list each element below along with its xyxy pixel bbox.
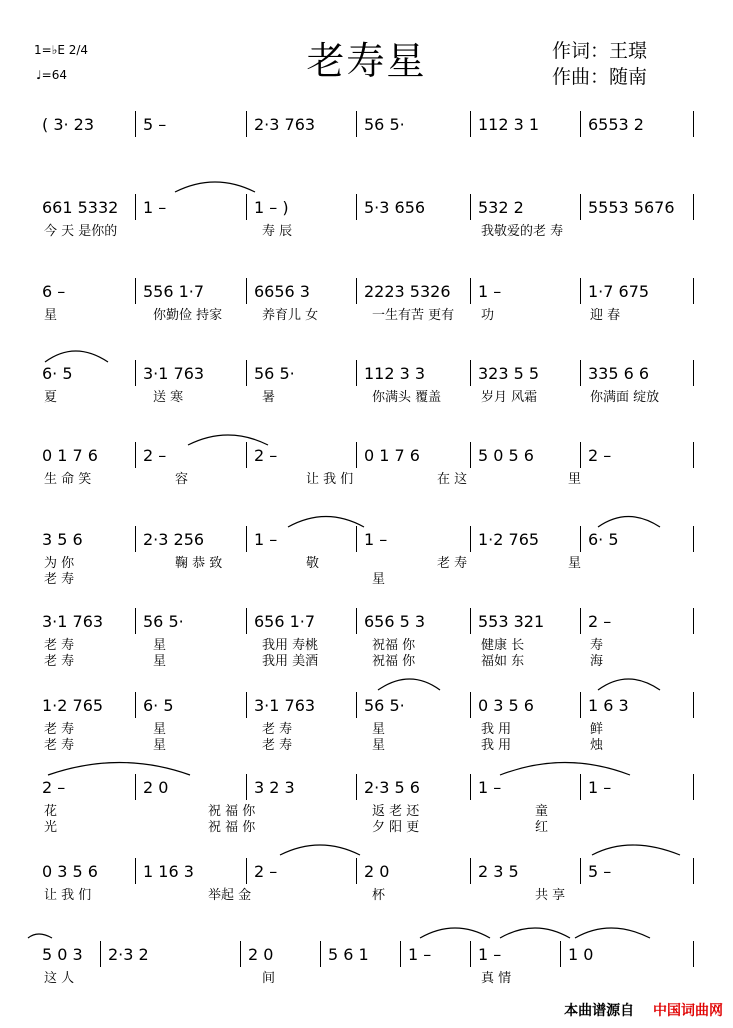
measure-notes: 1 – — [478, 945, 502, 964]
measure-notes: 1 16 3 — [143, 862, 194, 881]
barline — [580, 360, 581, 386]
barline — [470, 442, 471, 468]
lyric-text: 返 老 还 — [372, 804, 420, 819]
measure-notes: 323 5 5 — [478, 364, 540, 383]
lyric-text: 功 — [481, 308, 495, 323]
barline — [470, 278, 471, 304]
lyric-text: 星 — [568, 556, 582, 571]
measure-notes: 56 5· — [143, 612, 184, 631]
measure-notes: 112 3 3 — [364, 364, 426, 383]
lyric-text: 老 寿 — [44, 722, 75, 737]
barline — [246, 111, 247, 137]
barline — [356, 111, 357, 137]
barline — [135, 774, 136, 800]
lyric-text: 星 — [153, 654, 167, 669]
lyric-text: 红 — [535, 820, 549, 835]
footer — [564, 1000, 723, 1020]
barline — [135, 692, 136, 718]
barline — [580, 774, 581, 800]
barline — [470, 774, 471, 800]
lyric-text: 这 人 — [44, 971, 75, 986]
measure-notes: 5·3 656 — [364, 198, 426, 217]
measure-notes: 3 5 6 — [42, 530, 83, 549]
credits — [552, 38, 647, 90]
barline — [693, 526, 694, 552]
barline — [356, 278, 357, 304]
measure-notes: 6656 3 — [254, 282, 310, 301]
lyric-text: 鞠 恭 致 — [175, 556, 223, 571]
barline — [560, 941, 561, 967]
notes-line — [0, 945, 733, 965]
barline — [693, 774, 694, 800]
lyric-text: 寿 — [590, 638, 604, 653]
lyrics-line — [0, 884, 733, 904]
lyric-text: 老 寿 — [44, 572, 75, 587]
lyric-text: 星 — [44, 308, 58, 323]
lyric-text: 真 情 — [481, 971, 512, 986]
composer: 作曲：随南 — [552, 66, 648, 88]
lyric-text: 星 — [153, 638, 167, 653]
notes-line — [0, 696, 733, 716]
measure-notes: 661 5332 — [42, 198, 119, 217]
lyric-text: 杯 — [372, 888, 386, 903]
lyric-text: 老 寿 — [437, 556, 468, 571]
lyric-text: 我用 美酒 — [262, 654, 319, 669]
notes-line — [0, 282, 733, 302]
barline — [400, 941, 401, 967]
barline — [356, 858, 357, 884]
lyric-text: 老 寿 — [262, 722, 293, 737]
lyric-text: 容 — [175, 472, 189, 487]
notes-line — [0, 198, 733, 218]
measure-notes: 0 1 7 6 — [42, 446, 98, 465]
barline — [356, 692, 357, 718]
barline — [580, 111, 581, 137]
measure-notes: 2 – — [588, 612, 612, 631]
barline — [135, 442, 136, 468]
lyric-text: 星 — [372, 572, 386, 587]
lyric-text: 一生有苦 更有 — [372, 308, 455, 323]
measure-notes: 553 321 — [478, 612, 545, 631]
measure-notes: 6 – — [42, 282, 66, 301]
measure-notes: 2 0 — [248, 945, 274, 964]
measure-notes: 5 0 5 6 — [478, 446, 534, 465]
lyrics-line — [0, 734, 733, 754]
barline — [470, 941, 471, 967]
barline — [470, 692, 471, 718]
lyrics-line — [0, 386, 733, 406]
measure-notes: 3·1 763 — [143, 364, 205, 383]
lyric-text: 今 天 是你的 — [44, 224, 118, 239]
lyric-text: 敬 — [306, 556, 320, 571]
notes-line — [0, 115, 733, 135]
barline — [246, 442, 247, 468]
measure-notes: 1 – — [254, 530, 278, 549]
barline — [246, 858, 247, 884]
barline — [580, 858, 581, 884]
lyric-text: 祝福 你 — [372, 654, 416, 669]
measure-notes: 1 – — [478, 282, 502, 301]
measure-notes: 1 0 — [568, 945, 594, 964]
measure-notes: 5 – — [588, 862, 612, 881]
barline — [470, 858, 471, 884]
barline — [580, 194, 581, 220]
measure-notes: 112 3 1 — [478, 115, 540, 134]
lyric-text: 老 寿 — [44, 638, 75, 653]
measure-notes: 1 – — [588, 778, 612, 797]
measure-notes: 2 0 — [143, 778, 169, 797]
measure-notes: 2 – — [254, 862, 278, 881]
barline — [356, 360, 357, 386]
tempo-marking: ♩=64 — [36, 68, 67, 82]
lyric-text: 里 — [568, 472, 582, 487]
lyric-text: 海 — [590, 654, 604, 669]
lyric-text: 老 寿 — [44, 654, 75, 669]
barline — [693, 111, 694, 137]
source-text: 本曲谱源自 — [564, 1003, 635, 1019]
measure-notes: 2 – — [254, 446, 278, 465]
lyrics-line — [0, 816, 733, 836]
measure-notes: 5553 5676 — [588, 198, 675, 217]
notes-line — [0, 778, 733, 798]
barline — [580, 442, 581, 468]
notes-line — [0, 446, 733, 466]
measure-notes: 2223 5326 — [364, 282, 451, 301]
measure-notes: 532 2 — [478, 198, 524, 217]
barline — [100, 941, 101, 967]
barline — [580, 526, 581, 552]
measure-notes: 5 6 1 — [328, 945, 369, 964]
lyric-text: 星 — [153, 722, 167, 737]
lyric-text: 祝 福 你 — [208, 820, 256, 835]
barline — [356, 194, 357, 220]
measure-notes: 5 – — [143, 115, 167, 134]
barline — [240, 941, 241, 967]
lyric-text: 岁月 风霜 — [481, 390, 538, 405]
measure-notes: 1 6 3 — [588, 696, 629, 715]
lyricist: 作词：王璟 — [552, 40, 648, 62]
measure-notes: 0 3 5 6 — [42, 862, 98, 881]
notes-line — [0, 364, 733, 384]
measure-notes: 2 3 5 — [478, 862, 519, 881]
lyric-text: 养育儿 女 — [262, 308, 319, 323]
lyrics-line — [0, 967, 733, 987]
barline — [470, 608, 471, 634]
barline — [580, 608, 581, 634]
lyric-text: 举起 金 — [208, 888, 252, 903]
lyric-text: 在 这 — [437, 472, 468, 487]
lyric-text: 送 寒 — [153, 390, 184, 405]
measure-notes: 556 1·7 — [143, 282, 205, 301]
measure-notes: 1 – — [364, 530, 388, 549]
lyric-text: 老 寿 — [262, 738, 293, 753]
measure-notes: 56 5· — [364, 696, 405, 715]
lyric-text: 花 — [44, 804, 58, 819]
measure-notes: 1 – — [143, 198, 167, 217]
barline — [470, 360, 471, 386]
measure-notes: 0 1 7 6 — [364, 446, 420, 465]
barline — [693, 278, 694, 304]
lyric-text: 我敬爱的老 寿 — [481, 224, 564, 239]
lyrics-line — [0, 568, 733, 588]
lyric-text: 鲜 — [590, 722, 604, 737]
lyric-text: 星 — [372, 738, 386, 753]
barline — [246, 526, 247, 552]
barline — [693, 442, 694, 468]
measure-notes: 1 – — [478, 778, 502, 797]
barline — [246, 360, 247, 386]
lyric-text: 让 我 们 — [306, 472, 354, 487]
barline — [246, 692, 247, 718]
lyric-text: 我用 寿桃 — [262, 638, 319, 653]
lyric-text: 祝福 你 — [372, 638, 416, 653]
lyrics-line — [0, 304, 733, 324]
barline — [356, 526, 357, 552]
barline — [693, 692, 694, 718]
barline — [693, 194, 694, 220]
barline — [693, 608, 694, 634]
measure-notes: 56 5· — [254, 364, 295, 383]
lyric-text: 间 — [262, 971, 276, 986]
measure-notes: 3·1 763 — [42, 612, 104, 631]
measure-notes: 1 – — [408, 945, 432, 964]
measure-notes: 5 0 3 — [42, 945, 83, 964]
lyric-text: 共 享 — [535, 888, 566, 903]
measure-notes: 6· 5 — [588, 530, 619, 549]
measure-notes: 1·2 765 — [42, 696, 104, 715]
barline — [580, 692, 581, 718]
measure-notes: 2·3 256 — [143, 530, 205, 549]
measure-notes: 2 – — [143, 446, 167, 465]
measure-notes: 3 2 3 — [254, 778, 295, 797]
barline — [693, 858, 694, 884]
measure-notes: 2·3 763 — [254, 115, 316, 134]
lyric-text: 你满面 绽放 — [590, 390, 660, 405]
song-title: 老寿星 — [306, 39, 427, 83]
notes-line — [0, 862, 733, 882]
measure-notes: 2 0 — [364, 862, 390, 881]
barline — [135, 360, 136, 386]
lyric-text: 祝 福 你 — [208, 804, 256, 819]
measure-notes: 335 6 6 — [588, 364, 650, 383]
lyric-text: 童 — [535, 804, 549, 819]
measure-notes: 3·1 763 — [254, 696, 316, 715]
lyric-text: 夏 — [44, 390, 58, 405]
measure-notes: 656 1·7 — [254, 612, 316, 631]
barline — [356, 774, 357, 800]
lyric-text: 光 — [44, 820, 58, 835]
lyric-text: 让 我 们 — [44, 888, 92, 903]
measure-notes: 56 5· — [364, 115, 405, 134]
notes-line — [0, 530, 733, 550]
barline — [470, 194, 471, 220]
notes-line — [0, 612, 733, 632]
measure-notes: ( 3· 23 — [42, 115, 95, 134]
barline — [356, 608, 357, 634]
barline — [135, 111, 136, 137]
source-brand: 中国词曲网 — [653, 1003, 723, 1019]
barline — [580, 278, 581, 304]
lyric-text: 星 — [372, 722, 386, 737]
barline — [470, 526, 471, 552]
lyric-text: 暑 — [262, 390, 276, 405]
measure-notes: 2·3 5 6 — [364, 778, 420, 797]
key-signature: 1=♭E 2/4 — [34, 43, 89, 57]
barline — [135, 194, 136, 220]
barline — [135, 608, 136, 634]
barline — [693, 360, 694, 386]
measure-notes: 2 – — [588, 446, 612, 465]
lyrics-line — [0, 468, 733, 488]
measure-notes: 656 5 3 — [364, 612, 426, 631]
measure-notes: 6· 5 — [143, 696, 174, 715]
barline — [320, 941, 321, 967]
measure-notes: 6553 2 — [588, 115, 644, 134]
barline — [246, 194, 247, 220]
measure-notes: 1·7 675 — [588, 282, 650, 301]
lyric-text: 你勤俭 持家 — [153, 308, 223, 323]
lyric-text: 生 命 笑 — [44, 472, 92, 487]
lyric-text: 烛 — [590, 738, 604, 753]
barline — [135, 278, 136, 304]
lyric-text: 老 寿 — [44, 738, 75, 753]
measure-notes: 0 3 5 6 — [478, 696, 534, 715]
lyric-text: 我 用 — [481, 738, 512, 753]
lyrics-line — [0, 650, 733, 670]
lyric-text: 你满头 覆盖 — [372, 390, 442, 405]
lyric-text: 夕 阳 更 — [372, 820, 420, 835]
measure-notes: 1 – ) — [254, 198, 289, 217]
lyric-text: 星 — [153, 738, 167, 753]
lyrics-line — [0, 220, 733, 240]
measure-notes: 2 – — [42, 778, 66, 797]
lyric-text: 寿 辰 — [262, 224, 293, 239]
barline — [246, 278, 247, 304]
measure-notes: 2·3 2 — [108, 945, 149, 964]
lyric-text: 我 用 — [481, 722, 512, 737]
barline — [246, 608, 247, 634]
barline — [470, 111, 471, 137]
barline — [693, 941, 694, 967]
measure-notes: 1·2 765 — [478, 530, 540, 549]
barline — [135, 858, 136, 884]
barline — [246, 774, 247, 800]
lyric-text: 迎 春 — [590, 308, 621, 323]
measure-notes: 6· 5 — [42, 364, 73, 383]
lyric-text: 福如 东 — [481, 654, 525, 669]
barline — [356, 442, 357, 468]
barline — [135, 526, 136, 552]
lyric-text: 健康 长 — [481, 638, 525, 653]
lyric-text: 为 你 — [44, 556, 75, 571]
